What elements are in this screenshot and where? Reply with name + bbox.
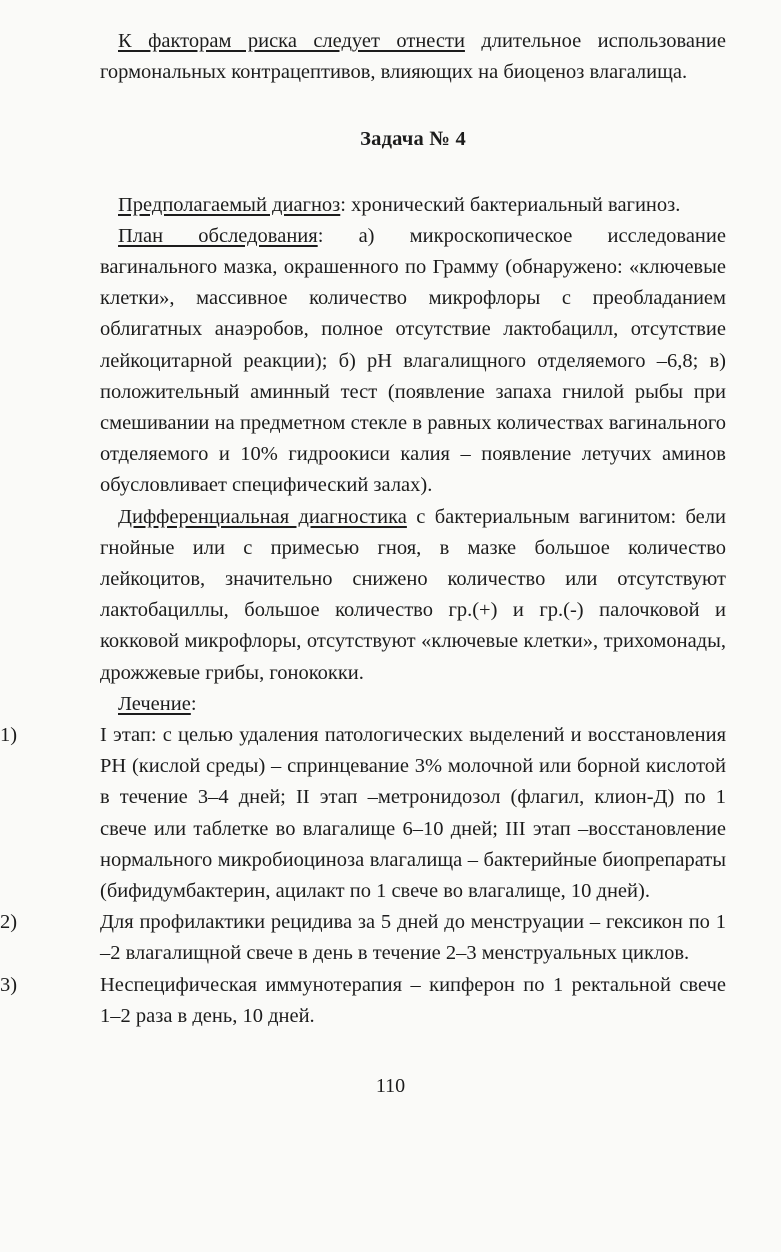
treatment-list: [0, 720, 726, 1032]
list-item-number: 2): [0, 911, 18, 934]
document-page: [0, 26, 726, 1032]
intro-underlined: К факторам риска следует отнести: [118, 30, 465, 52]
plan-paragraph: [100, 221, 726, 502]
diagnosis-label: Предполагаемый диагноз: [118, 193, 341, 216]
differential-text: с бактериальным вагинитом: бели гнойные или с примесью гноя, в мазке большое количество лейкоцитов, значительно снижено количество или отсутствуют лактобациллы, большое количество гр.(+) и гр.(-) палочковой и кокковой микрофлоры, отсутствуют «ключевые клетки», трихомонады, дрожжевые грибы, гонококки.: [100, 505, 726, 684]
list-item-text: Для профилактики рецидива за 5 дней до менструации – гексикон по 1 –2 влагалищной свече в день в течение 2–3 менструальных циклов.: [100, 911, 726, 965]
plan-text: : а) микроскопическое исследование вагинального мазка, окрашенного по Грамму (обнаружено: «ключевые клетки», массивное количество микрофлоры с преобладанием облигатных анаэробов, полное отсутствие лактобацилл, отсутствие лейкоцитарной реакции); б) pH влагалищного отделяемого –6,8; в) положительный аминный тест (появление запаха гнилой рыбы при смешивании на предметном стекле в равных количествах вагинального отделяемого и 10% гидроокиси калия – появление летучих аминов обусловливает специфический залах).: [100, 224, 726, 497]
differential-label: Дифференциальная диагностика: [118, 505, 407, 528]
list-item-number: 3): [0, 973, 18, 996]
intro-text: длительное использование гормональных контрацептивов, влияющих на биоценоз влагалища.: [100, 30, 726, 84]
diagnosis-paragraph: [100, 190, 726, 221]
list-item-number: 1): [0, 724, 18, 747]
treatment-heading: [100, 689, 726, 720]
plan-label: План обследования: [118, 224, 318, 247]
treatment-suffix: :: [190, 692, 197, 715]
diagnosis-text: : хронический бактериальный вагиноз.: [340, 193, 681, 216]
treatment-label: Лечение: [118, 692, 191, 715]
list-item-text: I этап: с целью удаления патологических выделений и восстановления PH (кислой среды) – спринцевание 3% молочной или борной кислотой в течение 3–4 дней; II этап –метронидозол (флагил, клион-Д) по 1 свече или таблетке во влагалище 6–10 дней; III этап –восстановление нормального микробиоциноза влагалища – бактерийные биопрепараты (бифидумбактерин, ацилакт по 1 свече во влагалище, 10 дней).: [100, 724, 726, 903]
list-item: [0, 907, 726, 969]
list-item: [0, 970, 726, 1032]
list-item: [0, 720, 726, 907]
intro-paragraph: [100, 26, 726, 88]
list-item-text: Неспецифическая иммунотерапия – кипферон по 1 ректальной свече 1–2 раза в день, 10 дней.: [100, 973, 726, 1027]
differential-paragraph: [100, 502, 726, 689]
page-number: 110: [375, 1075, 406, 1097]
task-heading: Задача № 4: [360, 128, 466, 151]
